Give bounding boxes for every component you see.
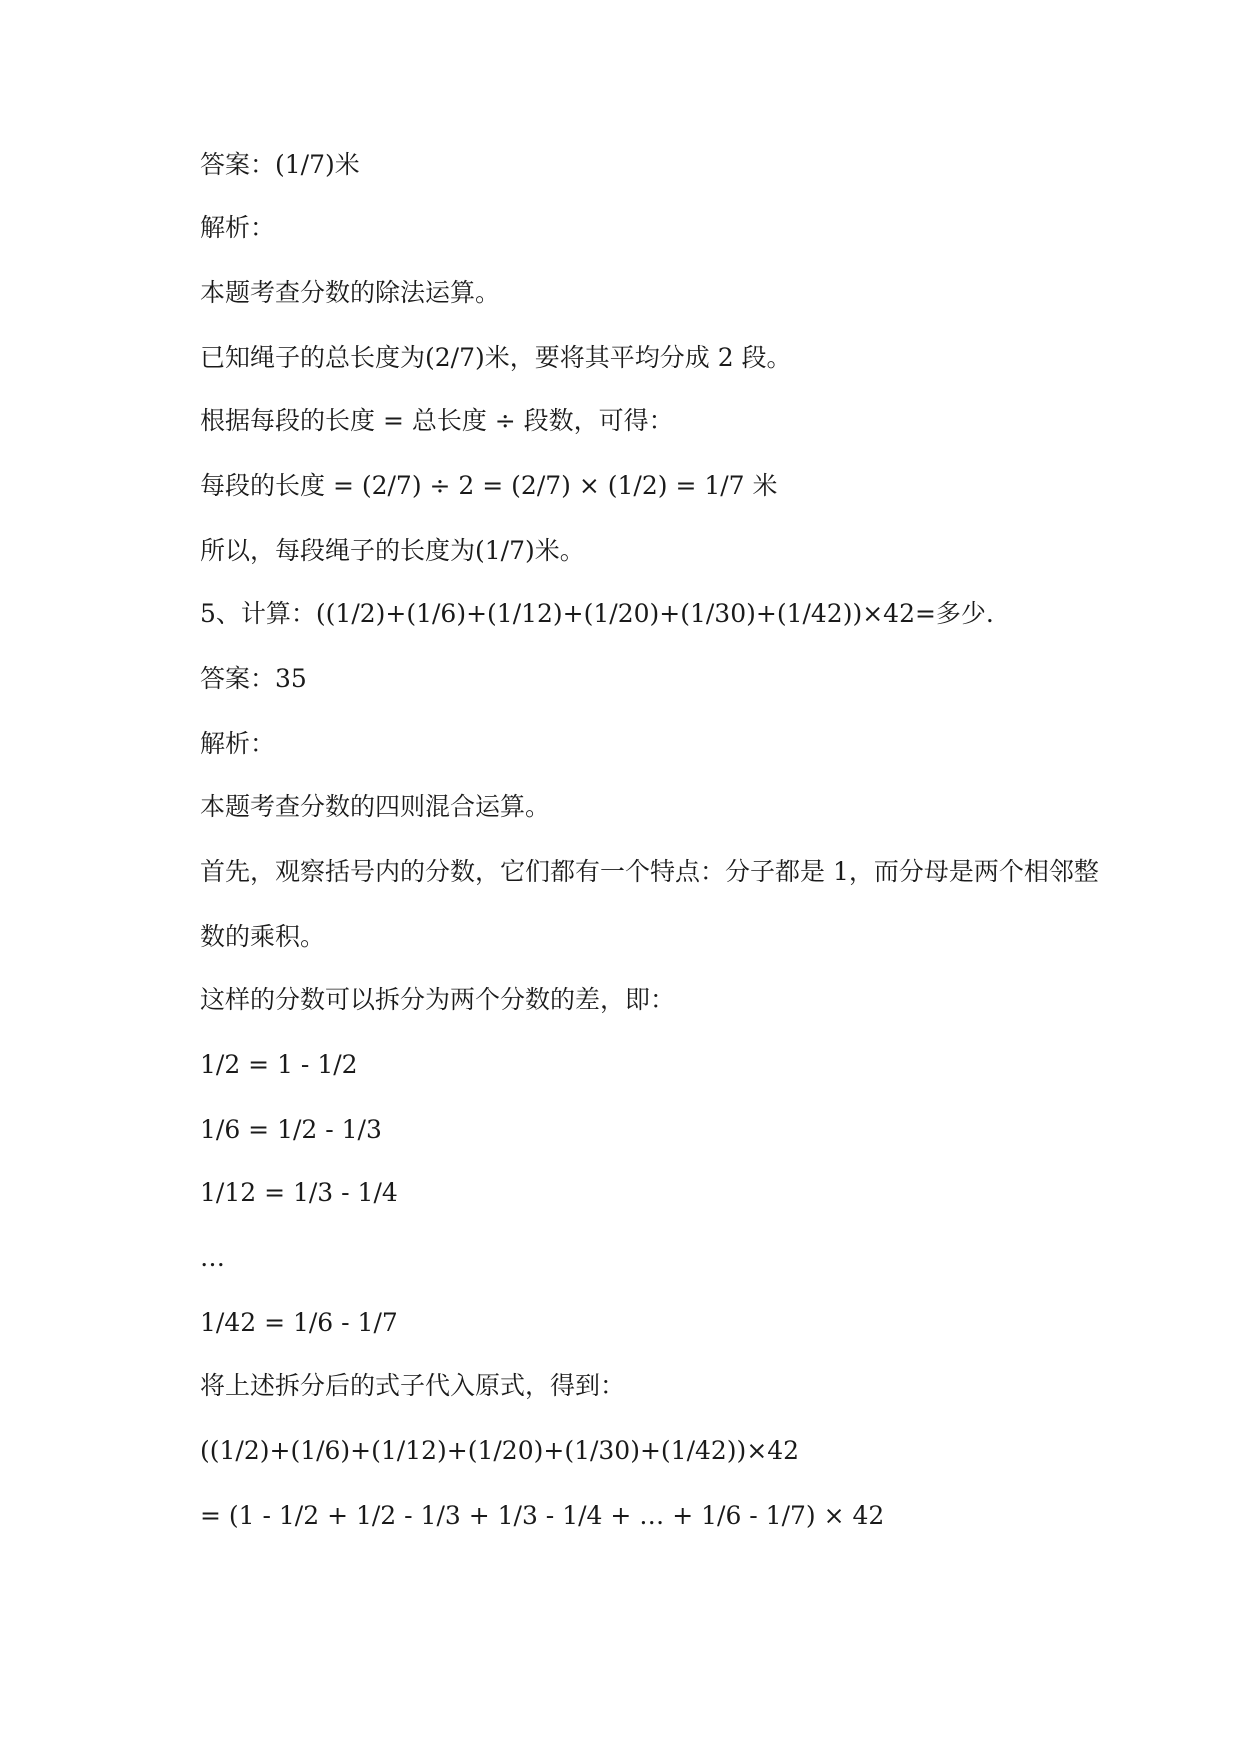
- text-line: 将上述拆分后的式子代入原式，得到：: [200, 1371, 626, 1400]
- text-line: 这样的分数可以拆分为两个分数的差，即：: [200, 985, 676, 1014]
- question-line: 5、计算：((1/2)+(1/6)+(1/12)+(1/20)+(1/30)+(1/42))×42=多少.: [200, 599, 994, 628]
- formula-line: 1/6 = 1/2 - 1/3: [200, 1115, 382, 1144]
- text-line: 本题考查分数的除法运算。: [200, 278, 501, 307]
- analysis-heading: 解析：: [200, 213, 276, 242]
- formula-line: = (1 - 1/2 + 1/2 - 1/3 + 1/3 - 1/4 + … + 1/6 - 1/7) × 42: [200, 1501, 885, 1530]
- ellipsis-line: …: [200, 1243, 225, 1272]
- formula-line: 1/12 = 1/3 - 1/4: [200, 1178, 398, 1207]
- formula-line: 每段的长度 = (2/7) ÷ 2 = (2/7) × (1/2) = 1/7 米: [200, 471, 778, 500]
- formula-line: 1/42 = 1/6 - 1/7: [200, 1308, 398, 1337]
- answer-line: 答案：35: [200, 664, 307, 693]
- text-line: 数的乘积。: [200, 922, 326, 951]
- text-line: 本题考查分数的四则混合运算。: [200, 792, 551, 821]
- formula-line: ((1/2)+(1/6)+(1/12)+(1/20)+(1/30)+(1/42))×42: [200, 1436, 800, 1465]
- formula-line: 1/2 = 1 - 1/2: [200, 1050, 358, 1079]
- answer-line: 答案：(1/7)米: [200, 150, 360, 179]
- analysis-heading: 解析：: [200, 729, 276, 758]
- text-line: 首先，观察括号内的分数，它们都有一个特点：分子都是 1，而分母是两个相邻整: [200, 857, 1099, 886]
- text-line: 已知绳子的总长度为(2/7)米，要将其平均分成 2 段。: [200, 343, 792, 372]
- text-line: 根据每段的长度 = 总长度 ÷ 段数，可得：: [200, 406, 674, 435]
- text-line: 所以，每段绳子的长度为(1/7)米。: [200, 536, 585, 565]
